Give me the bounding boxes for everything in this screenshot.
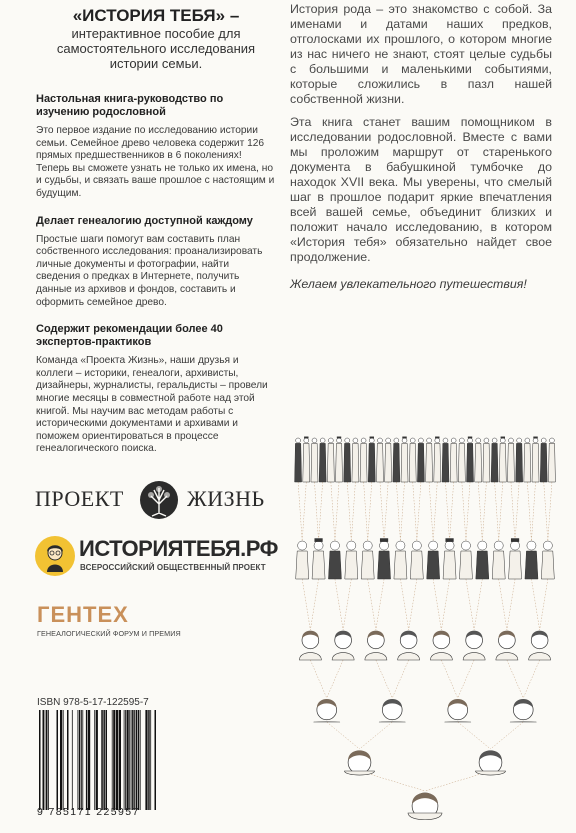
barcode-digits: 9 785171 225957 bbox=[37, 806, 140, 818]
proekt-zhizn-logo bbox=[35, 480, 275, 520]
closing-wish: Желаем увлекательного путешествия! bbox=[290, 277, 527, 291]
left-column bbox=[36, 6, 276, 456]
section-heading-experts: Содержит рекомендации более 40 экспертов-практиков bbox=[36, 323, 223, 349]
istoriyatebya-title: ИСТОРИЯТЕБЯ.РФ bbox=[79, 536, 278, 561]
portrait-avatar-icon bbox=[35, 536, 75, 576]
tree-icon bbox=[138, 480, 180, 520]
family-tree-illustration bbox=[290, 410, 558, 826]
logo-zhizn-word: ЖИЗНЬ bbox=[187, 486, 265, 511]
section-heading-guide: Настольная книга-руководство по изучению родословной bbox=[36, 93, 224, 118]
book-paragraph: Эта книга станет вашим помощником в исследовании родословной. Вместе с вами мы проложим маршрут от старенького документа в бабушкиной тумбочке до находок XVII века. Мы уверены, что смелый шаг в прошлое подарит яркие впечатления всей вашей семье, объединит близких и положит начало исследованию, в котором «История тебя» обязательно найдет свое продолжение. bbox=[290, 115, 552, 264]
gentex-subtitle: ГЕНЕАЛОГИЧЕСКИЙ ФОРУМ И ПРЕМИЯ bbox=[37, 629, 181, 638]
section-heading-accessible: Делает генеалогию доступной каждому bbox=[36, 214, 253, 227]
cover-subtitle: интерактивное пособие для самостоятельного исследования истории семьи. bbox=[56, 26, 256, 71]
right-column bbox=[290, 2, 552, 291]
section-body-accessible: Простые шаги помогут вам составить план собственного исследования: проанализировать личные документы и фотографии, найти сведения о предках в Интернете, получить данные из архивов и фондов, составить и оформить семейное древо. bbox=[36, 233, 263, 308]
isbn-label: ISBN 978-5-17-122595-7 bbox=[37, 697, 149, 708]
gentex-logo bbox=[37, 603, 277, 643]
intro-paragraph: История рода – это знакомство с собой. За именами и датами наших предков, отголосками их прошлого, о котором многие из нас ничего не знают, стоят целые судьбы с большими и маленькими событиями, которые сложились в пазл нашей собственной жизни. bbox=[290, 2, 552, 106]
istoriyatebya-subtitle: ВСЕРОССИЙСКИЙ ОБЩЕСТВЕННЫЙ ПРОЕКТ bbox=[80, 563, 266, 572]
section-body-guide: Это первое издание по исследованию истории семьи. Семейное древо человека содержит 126 прямых предшественников в 6 поколениях! Теперь вы сможете узнать не только их имена, но и судьбы, и связать ваше прошлое с настоящим и будущим. bbox=[36, 125, 275, 199]
barcode-icon bbox=[37, 710, 162, 810]
section-body-experts: Команда «Проекта Жизнь», наши друзья и коллеги – историки, генеалоги, архивисты, дизайнеры, журналисты, геральдисты – провели многие месяцы в совместной работе над этой книгой. Мы научим вас методам работы с историческими документами и архивами и поможем ориентироваться в процессе генеалогического поиска. bbox=[36, 355, 268, 455]
cover-title: «ИСТОРИЯ ТЕБЯ» – bbox=[72, 6, 240, 25]
logo-proekt-word: ПРОЕКТ bbox=[35, 486, 124, 511]
gentex-title: ГЕНТЕХ bbox=[37, 602, 129, 627]
istoriyatebya-logo bbox=[35, 534, 278, 584]
